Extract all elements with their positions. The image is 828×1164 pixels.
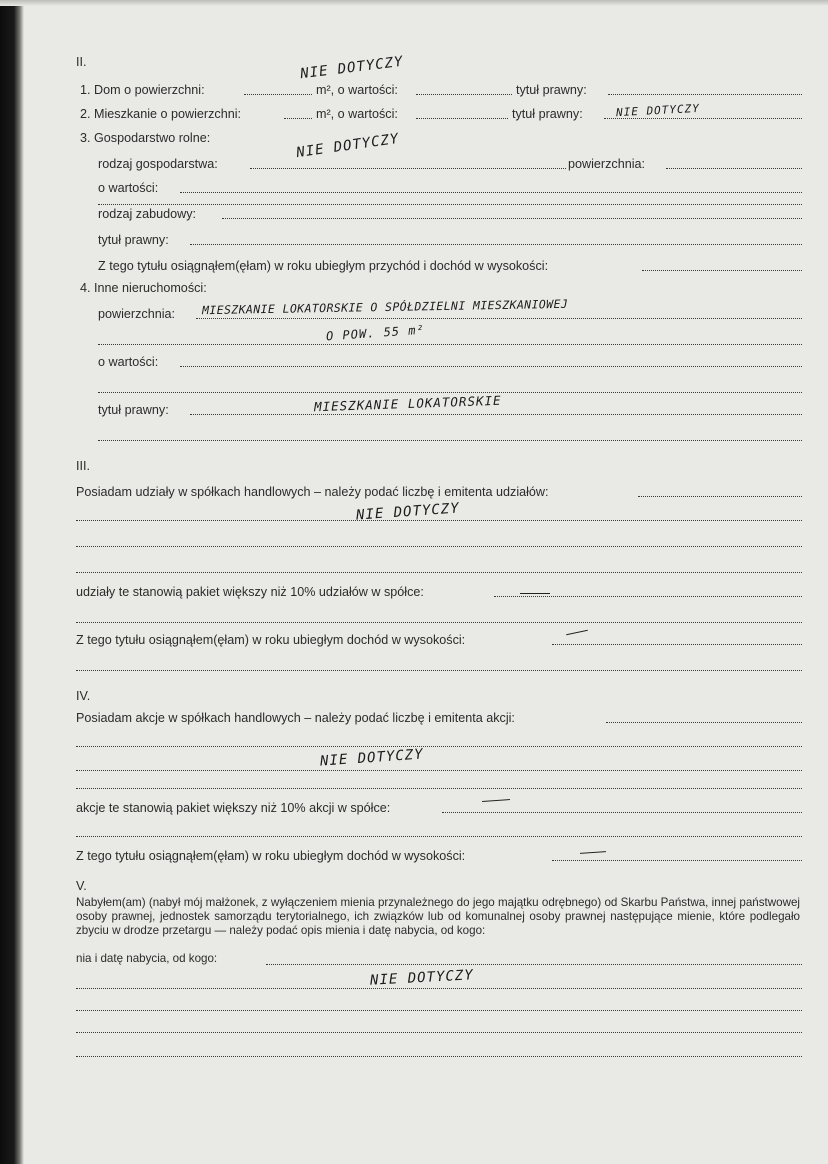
shares-income-field (552, 644, 802, 645)
stocks-field-2 (76, 746, 802, 747)
stocks-field-3 (76, 770, 802, 771)
farm-building-label: rodzaj zabudowy: (98, 207, 197, 221)
other-value-label: o wartości: (98, 355, 159, 369)
other-property-label: 4. Inne nieruchomości: (80, 281, 207, 295)
farm-value-label: o wartości: (98, 181, 159, 195)
acquired-property-handwritten: NIE DOTYCZY (369, 967, 475, 989)
other-value-field (180, 366, 802, 367)
company-shares-field-4 (76, 572, 802, 573)
acquired-property-paragraph-end: nia i datę nabycia, od kogo: (76, 952, 218, 965)
other-area-label: powierzchnia: (98, 307, 176, 321)
farm-income-field (642, 270, 802, 271)
house-title-label: tytuł prawny: (516, 83, 587, 97)
other-title-field (190, 414, 802, 415)
flat-area-label: 2. Mieszkanie o powierzchni: (80, 107, 241, 121)
shares-package-field (494, 596, 802, 597)
farm-title-field (190, 244, 802, 245)
house-title-field (608, 94, 802, 95)
stocks-field-4 (76, 788, 802, 789)
other-title-handwritten: MIESZKANIE LOKATORSKIE (313, 392, 502, 415)
house-area-label: 1. Dom o powierzchni: (80, 83, 205, 97)
farm-value-field-2 (98, 204, 802, 205)
dash-mark (520, 593, 550, 594)
other-title-label: tytuł prawny: (98, 403, 169, 417)
farm-title-label: tytuł prawny: (98, 233, 169, 247)
shares-income-label: Z tego tytułu osiągnąłem(ęłam) w roku ubiegłym dochód w wysokości: (76, 633, 466, 647)
stocks-label: Posiadam akcje w spółkach handlowych – należy podać liczbę i emitenta akcji: (76, 711, 515, 725)
company-shares-field-3 (76, 546, 802, 547)
dash-mark (566, 630, 588, 636)
acquired-property-paragraph: Nabyłem(am) (nabył mój małżonek, z wyłączeniem mienia przynależnego do jego majątku odrębnego) od Skarbu Państwa, innej państwowej osoby prawnej, jednostek samorządu terytorialnego, ich związków lub od komunalnej osoby prawnej następujące mienie, które podlegało zbyciu w drodze przetargu — należy podać opis mienia i datę nabycia, od kogo: (76, 896, 800, 937)
farm-value-field (180, 192, 802, 193)
dash-mark (482, 799, 510, 802)
company-shares-label: Posiadam udziały w spółkach handlowych – należy podać liczbę i emitenta udziałów: (76, 485, 549, 499)
dash-mark (580, 851, 606, 854)
section-heading-ii: II. (76, 55, 87, 69)
flat-value-field (416, 118, 508, 119)
other-value-field-2 (98, 392, 802, 393)
acquired-property-field-4 (76, 1032, 802, 1033)
stocks-field (606, 722, 802, 723)
other-area-field (196, 318, 802, 319)
farm-handwritten-answer: NIE DOTYCZY (295, 130, 401, 162)
stocks-package-field-2 (76, 836, 802, 837)
stocks-package-field (442, 812, 802, 813)
farm-area-label: powierzchnia: (568, 157, 646, 171)
section-heading-v: V. (76, 879, 87, 893)
scan-shadow-edge (0, 0, 24, 1164)
company-shares-field (638, 496, 802, 497)
section-heading-iii: III. (76, 459, 90, 473)
acquired-property-field (266, 964, 802, 965)
house-area-field (244, 94, 312, 95)
farm-area-field (666, 168, 802, 169)
flat-title-label: tytuł prawny: (512, 107, 583, 121)
section-heading-iv: IV. (76, 689, 91, 703)
scan-top-edge (0, 0, 828, 6)
other-area-field-2 (98, 344, 802, 345)
flat-value-label: m², o wartości: (316, 107, 398, 121)
shares-package-label: udziały te stanowią pakiet większy niż 10% udziałów w spółce: (76, 585, 424, 599)
farm-building-field (222, 218, 802, 219)
other-area-handwritten-1: MIESZKANIE LOKATORSKIE O SPÓŁDZIELNI MIESZKANIOWEJ (201, 296, 569, 318)
other-title-field-2 (98, 440, 802, 441)
flat-handwritten-answer: NIE DOTYCZY (615, 101, 701, 120)
house-value-field (416, 94, 512, 95)
shares-package-field-2 (76, 622, 802, 623)
other-area-handwritten-2: O POW. 55 m² (325, 322, 426, 344)
acquired-property-field-3 (76, 1010, 802, 1011)
company-shares-field-2 (76, 520, 802, 521)
acquired-property-field-2 (76, 988, 802, 989)
stocks-income-field (552, 860, 802, 861)
stocks-income-label: Z tego tytułu osiągnąłem(ęłam) w roku ubiegłym dochód w wysokości: (76, 849, 466, 863)
farm-type-label: rodzaj gospodarstwa: (98, 157, 218, 171)
house-handwritten-answer: NIE DOTYCZY (299, 53, 405, 83)
company-shares-handwritten: NIE DOTYCZY (355, 500, 461, 524)
acquired-property-field-5 (76, 1056, 802, 1057)
farm-type-field (250, 168, 566, 169)
stocks-handwritten: NIE DOTYCZY (319, 746, 425, 770)
flat-area-field (284, 118, 312, 119)
farm-label: 3. Gospodarstwo rolne: (80, 131, 211, 145)
shares-income-field-2 (76, 670, 802, 671)
farm-income-label: Z tego tytułu osiągnąłem(ęłam) w roku ubiegłym przychód i dochód w wysokości: (98, 259, 549, 273)
house-value-label: m², o wartości: (316, 83, 398, 97)
stocks-package-label: akcje te stanowią pakiet większy niż 10% akcji w spółce: (76, 801, 391, 815)
